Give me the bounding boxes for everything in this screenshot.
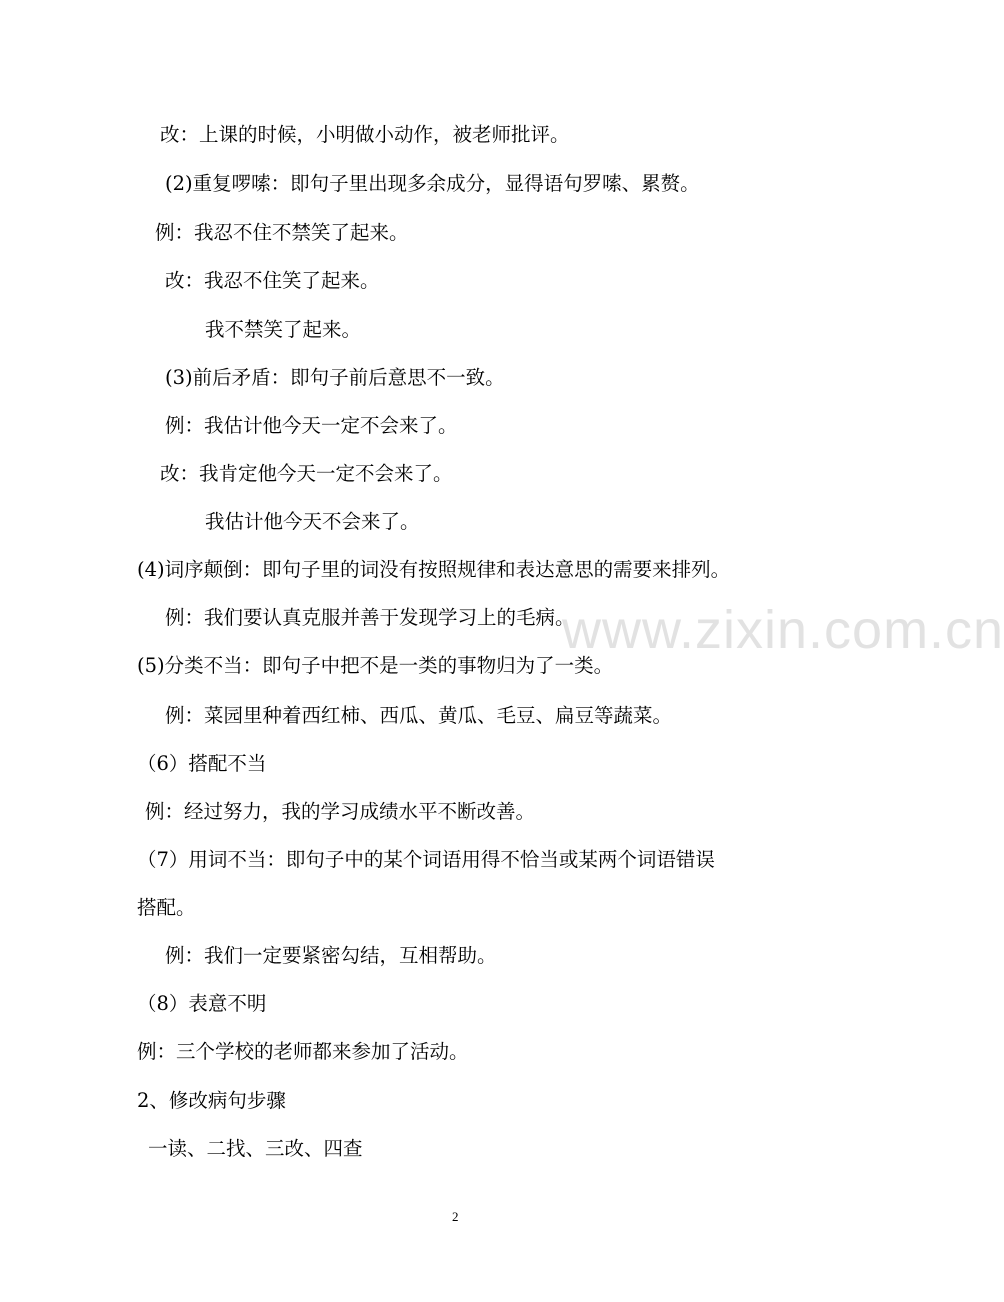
text-line: 2、修改病句步骤	[137, 1089, 286, 1112]
text-line: (5)分类不当：即句子中把不是一类的事物归为了一类。	[137, 654, 614, 677]
page-number: 2	[452, 1209, 459, 1224]
text-line: 一读、二找、三改、四查	[148, 1137, 363, 1160]
watermark: www.zixin.com.cn	[562, 600, 1004, 660]
text-line: (2)重复啰嗦：即句子里出现多余成分，显得语句罗嗦、累赘。	[165, 172, 700, 195]
text-line: 例：我估计他今天一定不会来了。	[165, 414, 458, 437]
text-line: 搭配。	[137, 896, 196, 919]
text-line: 例：我们要认真克服并善于发现学习上的毛病。	[165, 606, 575, 629]
text-line: （6）搭配不当	[137, 752, 267, 775]
text-line: (3)前后矛盾：即句子前后意思不一致。	[165, 366, 505, 389]
text-line: 我估计他今天不会来了。	[205, 510, 420, 533]
text-line: 例：三个学校的老师都来参加了活动。	[137, 1040, 469, 1063]
text-line: 例：我们一定要紧密勾结，互相帮助。	[165, 944, 497, 967]
text-line: 例：菜园里种着西红柿、西瓜、黄瓜、毛豆、扁豆等蔬菜。	[165, 704, 673, 727]
text-line: 改：我肯定他今天一定不会来了。	[160, 462, 453, 485]
text-line: 改：上课的时候，小明做小动作，被老师批评。	[160, 123, 570, 146]
text-line: (4)词序颠倒：即句子里的词没有按照规律和表达意思的需要来排列。	[137, 558, 731, 581]
text-line: （8）表意不明	[137, 992, 267, 1015]
text-line: 我不禁笑了起来。	[205, 318, 362, 341]
text-line: 例：我忍不住不禁笑了起来。	[155, 221, 409, 244]
text-line: （7）用词不当：即句子中的某个词语用得不恰当或某两个词语错误	[137, 848, 715, 871]
text-line: 例：经过努力，我的学习成绩水平不断改善。	[145, 800, 536, 823]
text-line: 改：我忍不住笑了起来。	[165, 269, 380, 292]
